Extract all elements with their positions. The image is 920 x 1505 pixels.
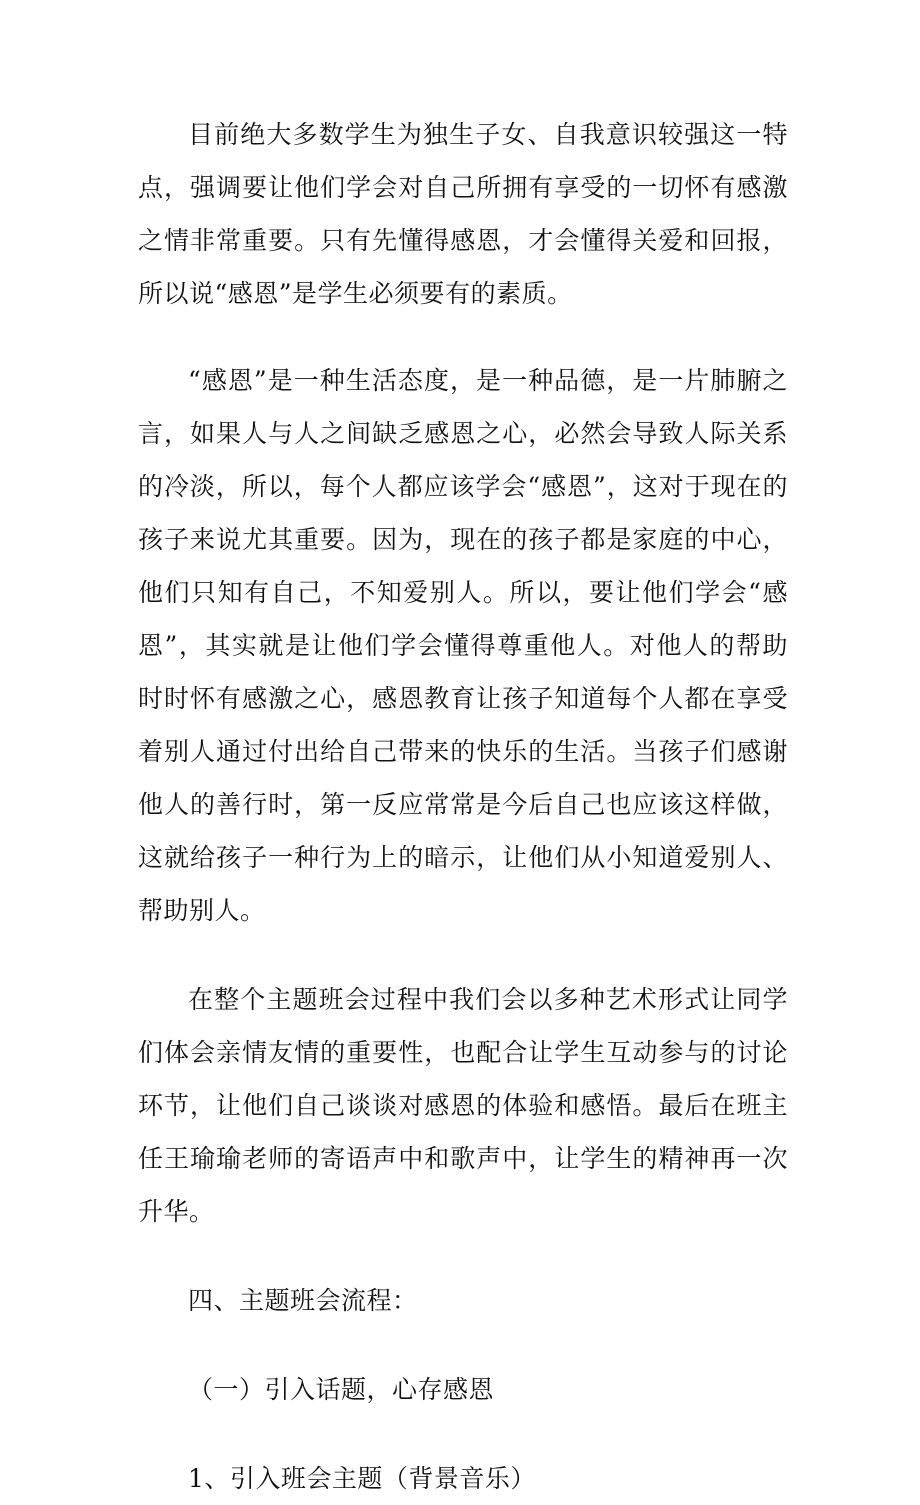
- paragraph-gratitude-importance: 目前绝大多数学生为独生子女、自我意识较强这一特点，强调要让他们学会对自己所拥有享受的一切怀有感激之情非常重要。只有先懂得感恩，才会懂得关爱和回报，所以说“感恩”是学生必须要有的素质。: [138, 120, 788, 308]
- subsection-heading: （一）引入话题，心存感恩: [188, 1375, 495, 1404]
- paragraph-gratitude-attitude: “感恩”是一种生活态度，是一种品德，是一片肺腑之言，如果人与人之间缺乏感恩之心，必然会导致人际关系的冷淡，所以，每个人都应该学会“感恩”，这对于现在的孩子来说尤其重要。因为，现在的孩子都是家庭的中心，他们只知有自己，不知爱别人。所以，要让他们学会“感恩”，其实就是让他们学会懂得尊重他人。对他人的帮助时时怀有感激之心，感恩教育让孩子知道每个人都在享受着别人通过付出给自己带来的快乐的生活。当孩子们感谢他人的善行时，第一反应常常是今后自己也应该这样做，这就给孩子一种行为上的暗示，让他们从小知道爱别人、帮助别人。: [138, 366, 788, 925]
- item-heading: 1、引入班会主题（背景音乐）: [188, 1464, 536, 1493]
- paragraph-class-meeting-plan: 在整个主题班会过程中我们会以多种艺术形式让同学们体会亲情友情的重要性，也配合让学生互动参与的讨论环节，让他们自己谈谈对感恩的体验和感悟。最后在班主任王瑜瑜老师的寄语声中和歌声中，让学生的精神再一次升华。: [138, 985, 788, 1226]
- document-body: [138, 108, 788, 1505]
- section-heading: 四、主题班会流程：: [188, 1286, 418, 1315]
